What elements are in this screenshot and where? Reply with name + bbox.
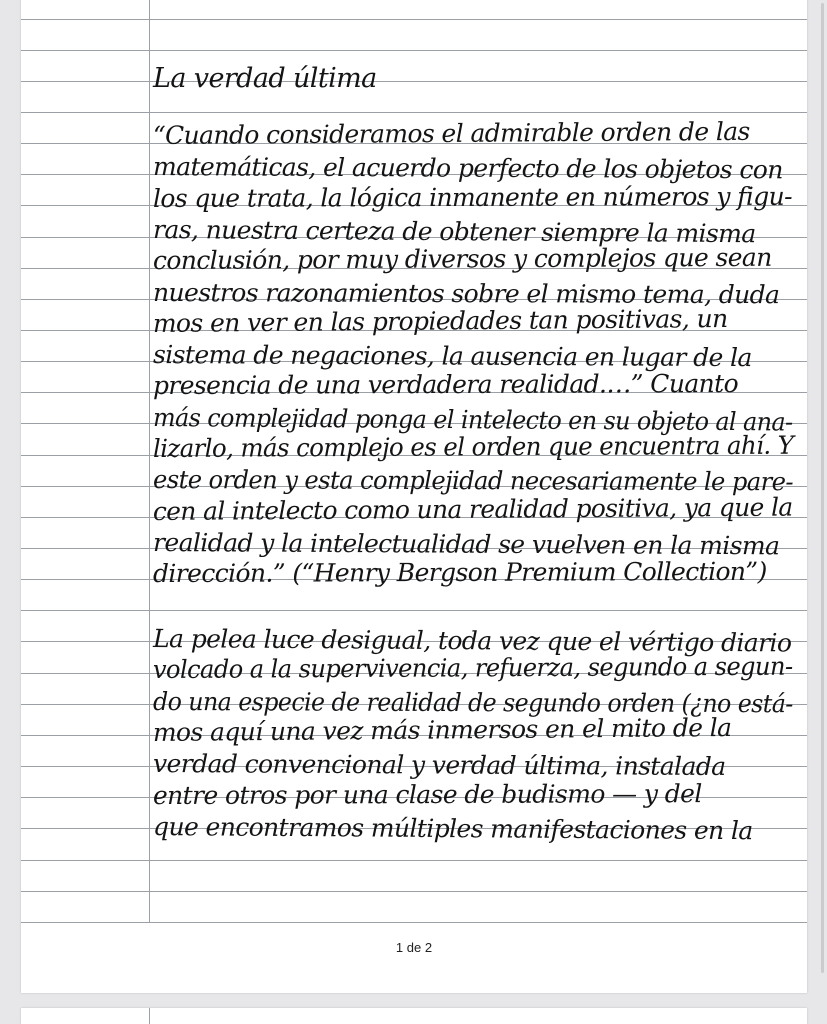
margin-line (149, 0, 150, 922)
handwritten-line: matemáticas, el acuerdo perfecto de los objetos con (153, 152, 783, 185)
handwritten-line: más complejidad ponga el intelecto en su objeto al ana- (153, 402, 793, 437)
handwritten-line: volcado a la supervivencia, refuerza, segundo a segun- (152, 651, 793, 685)
handwritten-line: La pelea luce desigual, toda vez que el vértigo diario (153, 624, 792, 658)
margin-line (149, 1008, 150, 1024)
handwritten-line: dirección.” (“Henry Bergson Premium Collection”) (152, 557, 767, 589)
page-indicator: 1 de 2 (395, 940, 433, 955)
handwritten-line: realidad y la intelectualidad se vuelven en la misma (153, 527, 780, 561)
handwritten-line: este orden y esta complejidad necesariamente le pare- (153, 465, 793, 497)
handwritten-line: do una especie de realidad de segundo orden (¿no está- (153, 686, 793, 718)
handwritten-line: lizarlo, más complejo es el orden que encuentra ahí. Y (152, 430, 794, 463)
document-page (21, 0, 807, 993)
ruled-lines (21, 1008, 807, 1024)
handwritten-line: nuestros razonamientos sobre el mismo tema, duda (153, 277, 780, 309)
handwritten-line: que encontramos múltiples manifestaciones en la (153, 811, 753, 845)
handwritten-line: entre otros por una clase de budismo — y del (152, 778, 702, 810)
scrollbar[interactable] (821, 3, 824, 973)
handwritten-line: presencia de una verdadera realidad.…” Cuanto (152, 369, 739, 401)
next-page (21, 1008, 807, 1024)
handwritten-line: sistema de negaciones, la ausencia en lugar de la (153, 340, 752, 373)
handwritten-line: los que trata, la lógica inmanente en números y figu- (152, 181, 793, 213)
handwritten-line: cen al intelecto como una realidad positiva, ya que la (152, 492, 793, 526)
handwritten-line: “Cuando consideramos el admirable orden de las (152, 116, 750, 151)
page-title: La verdad última (153, 63, 377, 94)
handwritten-line: conclusión, por muy diversos y complejos que sean (152, 242, 772, 276)
handwritten-line: ras, nuestra certeza de obtener siempre la misma (153, 214, 756, 249)
handwritten-line: verdad convencional y verdad última, instalada (153, 749, 726, 782)
handwritten-line: mos aquí una vez más inmersos en el mito de la (152, 712, 732, 747)
handwritten-line: mos en ver en las propiedades tan positivas, un (152, 303, 728, 338)
